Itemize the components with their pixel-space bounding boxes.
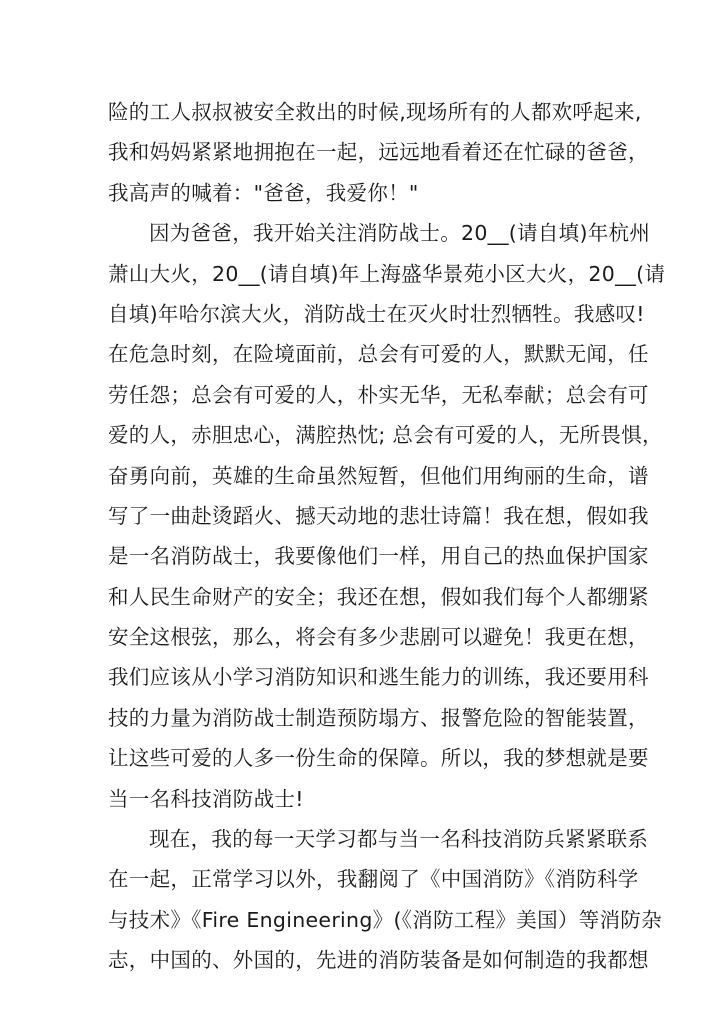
text-line: 是一名消防战士，我要像他们一样，用自己的热血保护国家 [108, 544, 649, 569]
text-line: 安全这根弦，那么，将会有多少悲剧可以避免！我更在想， [108, 625, 649, 650]
text-line: 我高声的喊着："爸爸，我爱你！" [108, 180, 419, 205]
text-line: 萧山大火，20__(请自填)年上海盛华景苑小区大火，20__(请 [108, 261, 666, 286]
text-line: 和人民生命财产的安全；我还在想，假如我们每个人都绷紧 [108, 584, 649, 609]
text-line: 在危急时刻，在险境面前，总会有可爱的人，默默无闻，任 [108, 342, 649, 367]
text-line: 当一名科技消防战士! [108, 786, 304, 811]
paragraph-start-line: 现在，我的每一天学习都与当一名科技消防兵紧紧联系 [149, 827, 649, 852]
text-line: 技的力量为消防战士制造预防塌方、报警危险的智能装置， [108, 705, 649, 730]
text-line: 我和妈妈紧紧地拥抱在一起，远远地看着还在忙碌的爸爸， [108, 140, 649, 165]
text-line: 自填)年哈尔滨大火，消防战士在灭火时壮烈牺牲。我感叹! [108, 301, 645, 326]
text-line: 与技术》《Fire Engineering》(《消防工程》美国）等消防杂 [108, 907, 662, 932]
text-line: 爱的人，赤胆忠心，满腔热忱; 总会有可爱的人，无所畏惧， [108, 423, 663, 448]
text-line: 写了一曲赴烫蹈火、撼天动地的悲壮诗篇！我在想，假如我 [108, 503, 649, 528]
text-line: 险的工人叔叔被安全救出的时候,现场所有的人都欢呼起来, [108, 100, 642, 124]
text-line: 奋勇向前，英雄的生命虽然短暂，但他们用绚丽的生命，谱 [108, 463, 649, 488]
text-line: 我们应该从小学习消防知识和逃生能力的训练，我还要用科 [108, 665, 649, 690]
text-line: 在一起，正常学习以外，我翻阅了《中国消防》《消防科学 [108, 867, 639, 892]
document-body [108, 92, 666, 981]
text-line: 让这些可爱的人多一份生命的保障。所以，我的梦想就是要 [108, 746, 649, 771]
text-line: 劳任怨；总会有可爱的人，朴实无华，无私奉献；总会有可 [108, 382, 649, 407]
paragraph-start-line: 因为爸爸，我开始关注消防战士。20__(请自填)年杭州 [149, 221, 651, 246]
text-line: 志，中国的、外国的，先进的消防装备是如何制造的我都想 [108, 948, 649, 973]
